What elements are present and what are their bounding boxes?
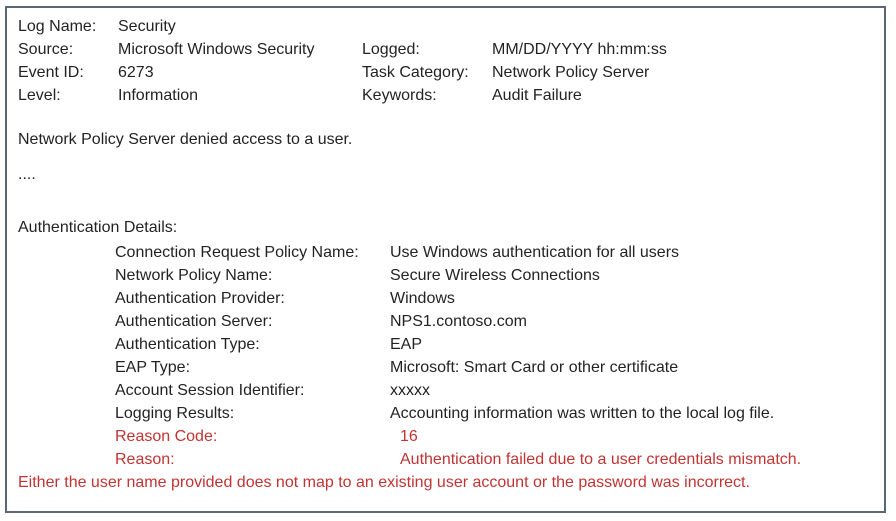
event-log-content bbox=[18, 15, 878, 494]
detail-value: Secure Wireless Connections bbox=[390, 267, 600, 284]
detail-row-network-policy-name bbox=[18, 264, 878, 287]
field-value bbox=[492, 15, 878, 38]
field-value: 6273 bbox=[118, 64, 154, 81]
detail-value: Authentication failed due to a user credentials mismatch. bbox=[400, 451, 802, 468]
field-value: Information bbox=[118, 87, 199, 104]
detail-row-eap-type bbox=[18, 356, 878, 379]
field-value: Security bbox=[118, 18, 176, 35]
header-row-eventid-taskcategory bbox=[18, 61, 878, 84]
reason-explanation-text: Either the user name provided does not map to an existing user account or the password was incorrect. bbox=[18, 474, 750, 491]
omitted-text-marker: .... bbox=[18, 166, 36, 183]
detail-row-reason-code bbox=[18, 425, 878, 448]
detail-row-account-session-identifier bbox=[18, 379, 878, 402]
header-row-source-logged bbox=[18, 38, 878, 61]
detail-value: Windows bbox=[390, 290, 455, 307]
field-label: Log Name: bbox=[18, 18, 97, 35]
field-label: Keywords: bbox=[362, 87, 437, 104]
detail-label: Connection Request Policy Name: bbox=[115, 244, 359, 261]
field-label: Logged: bbox=[362, 41, 420, 58]
detail-value: NPS1.contoso.com bbox=[390, 313, 527, 330]
detail-value: EAP bbox=[390, 336, 423, 353]
detail-value: Accounting information was written to the local log file. bbox=[390, 405, 775, 422]
authentication-details-heading: Authentication Details: bbox=[18, 219, 178, 236]
detail-label: Logging Results: bbox=[115, 405, 235, 422]
detail-label: Reason: bbox=[115, 451, 175, 468]
detail-row-authentication-type bbox=[18, 333, 878, 356]
header-row-level-keywords bbox=[18, 84, 878, 107]
field-label: Task Category: bbox=[362, 64, 469, 81]
detail-value: Microsoft: Smart Card or other certificate bbox=[390, 359, 679, 376]
field-label: Event ID: bbox=[18, 64, 84, 81]
detail-value: Use Windows authentication for all users bbox=[390, 244, 680, 261]
field-label: Level: bbox=[18, 87, 61, 104]
detail-label: Reason Code: bbox=[115, 428, 218, 445]
event-description: Network Policy Server denied access to a user. bbox=[18, 131, 353, 148]
detail-label: Authentication Server: bbox=[115, 313, 273, 330]
field-value: MM/DD/YYYY hh:mm:ss bbox=[492, 41, 667, 58]
detail-label: Authentication Provider: bbox=[115, 290, 285, 307]
detail-value: xxxxx bbox=[390, 382, 430, 399]
detail-row-connection-request-policy bbox=[18, 241, 878, 264]
field-value: Microsoft Windows Security bbox=[118, 41, 315, 58]
detail-label: Authentication Type: bbox=[115, 336, 260, 353]
field-label: Source: bbox=[18, 41, 74, 58]
detail-label: Network Policy Name: bbox=[115, 267, 273, 284]
detail-label: EAP Type: bbox=[115, 359, 191, 376]
field-value: Network Policy Server bbox=[492, 64, 650, 81]
field-value: Audit Failure bbox=[492, 87, 582, 104]
authentication-details-list bbox=[18, 241, 878, 471]
event-header bbox=[18, 15, 878, 107]
detail-row-authentication-server bbox=[18, 310, 878, 333]
detail-value: 16 bbox=[400, 428, 418, 445]
detail-row-reason bbox=[18, 448, 878, 471]
detail-row-authentication-provider bbox=[18, 287, 878, 310]
field-label bbox=[362, 15, 492, 38]
detail-label: Account Session Identifier: bbox=[115, 382, 305, 399]
header-row-log-name bbox=[18, 15, 878, 38]
detail-row-logging-results bbox=[18, 402, 878, 425]
event-log-panel bbox=[5, 6, 886, 513]
